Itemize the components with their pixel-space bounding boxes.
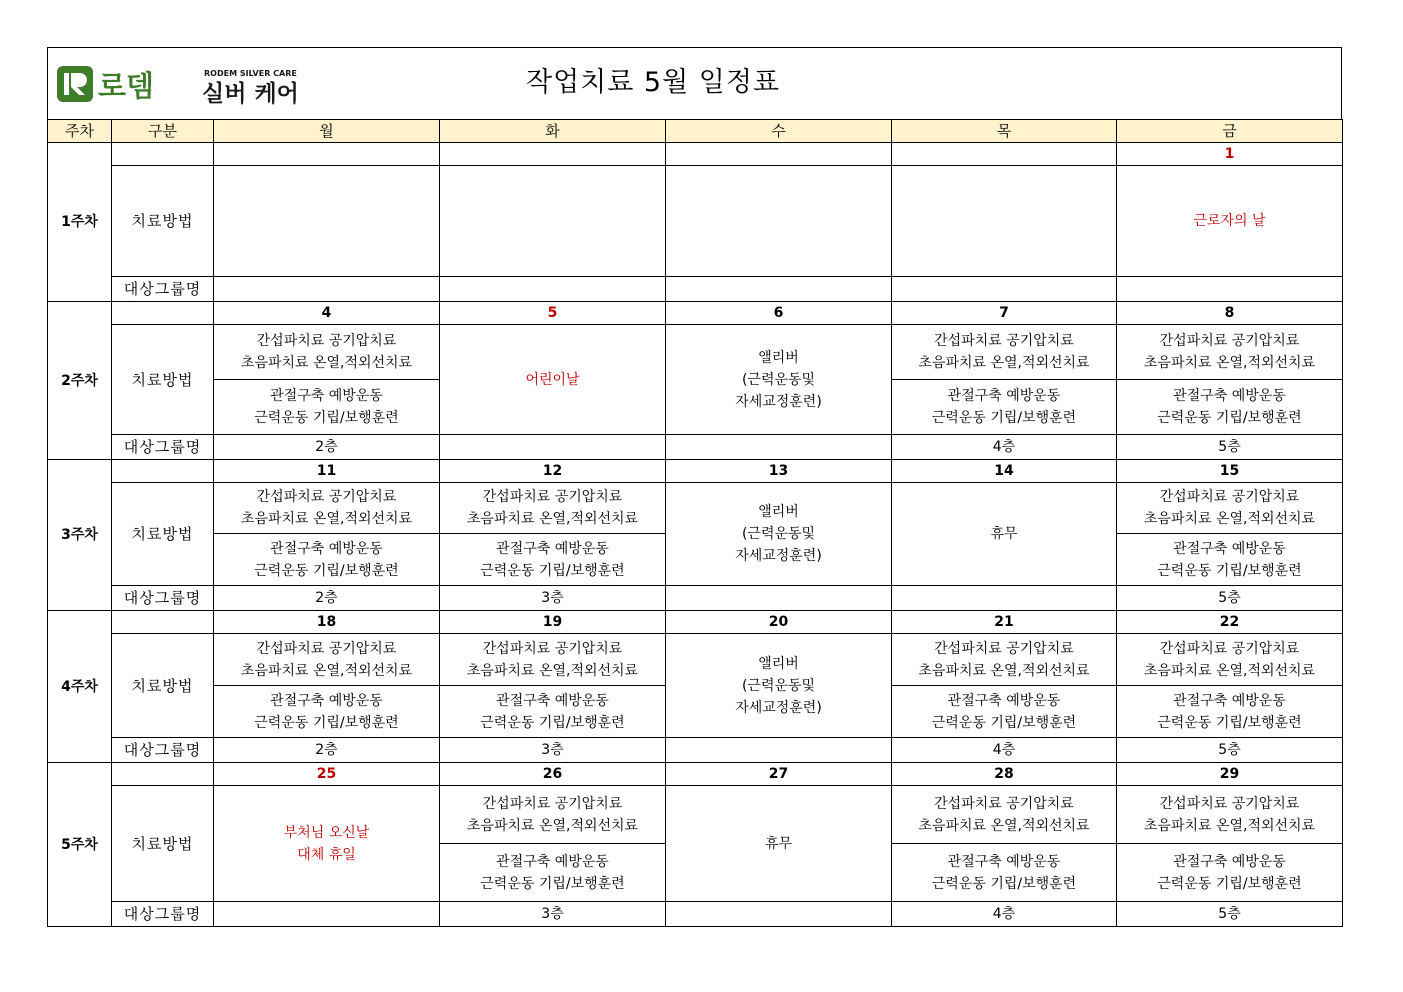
date-cell: 19 <box>440 611 666 634</box>
date-cell: 25 <box>214 763 440 786</box>
date-cell: 12 <box>440 460 666 483</box>
treatment-label: 치료방법 <box>112 166 214 277</box>
group-cell: 5층 <box>1117 738 1343 763</box>
week5-therapy-a-row <box>48 786 1343 844</box>
week5-date-row <box>48 763 1343 786</box>
col-category: 구분 <box>112 120 214 143</box>
therapy-a-cell: 간섭파치료 공기압치료 초음파치료 온열,적외선치료 <box>892 325 1117 380</box>
group-cell: 2층 <box>214 738 440 763</box>
date-cell: 13 <box>666 460 892 483</box>
week2-date-row <box>48 302 1343 325</box>
date-blank <box>112 611 214 634</box>
group-label: 대상그룹명 <box>112 738 214 763</box>
rest-cell: 휴무 <box>666 786 892 902</box>
therapy-a-cell: 간섭파치료 공기압치료 초음파치료 온열,적외선치료 <box>892 786 1117 844</box>
therapy-a-cell: 간섭파치료 공기압치료 초음파치료 온열,적외선치료 <box>1117 786 1343 844</box>
holiday-cell: 어린이날 <box>440 325 666 435</box>
week3-date-row <box>48 460 1343 483</box>
group-cell: 3층 <box>440 902 666 927</box>
week3-therapy-a-row <box>48 483 1343 534</box>
group-cell: 3층 <box>440 586 666 611</box>
group-cell: 5층 <box>1117 435 1343 460</box>
date-cell: 1 <box>1117 143 1343 166</box>
therapy-a-cell: 간섭파치료 공기압치료 초음파치료 온열,적외선치료 <box>214 483 440 534</box>
group-cell <box>892 586 1117 611</box>
week3-label: 3주차 <box>48 460 112 611</box>
treatment-label: 치료방법 <box>112 634 214 738</box>
week2-therapy-a-row <box>48 325 1343 380</box>
date-cell: 11 <box>214 460 440 483</box>
treatment-cell <box>214 166 440 277</box>
therapy-b-cell: 관절구축 예방운동 근력운동 기립/보행훈련 <box>1117 534 1343 586</box>
week1-date-row <box>48 143 1343 166</box>
week1-label: 1주차 <box>48 143 112 302</box>
treatment-cell <box>666 166 892 277</box>
ellie-cell: 앨리버 (근력운동및 자세교정훈련) <box>666 483 892 586</box>
group-cell: 2층 <box>214 435 440 460</box>
therapy-b-cell: 관절구축 예방운동 근력운동 기립/보행훈련 <box>214 380 440 435</box>
date-cell: 7 <box>892 302 1117 325</box>
rest-cell: 휴무 <box>892 483 1117 586</box>
group-label: 대상그룹명 <box>112 586 214 611</box>
group-cell <box>666 738 892 763</box>
therapy-a-cell: 간섭파치료 공기압치료 초음파치료 온열,적외선치료 <box>892 634 1117 686</box>
treatment-label: 치료방법 <box>112 483 214 586</box>
therapy-b-cell: 관절구축 예방운동 근력운동 기립/보행훈련 <box>892 844 1117 902</box>
group-cell: 4층 <box>892 902 1117 927</box>
header-row <box>48 120 1343 143</box>
date-blank <box>112 302 214 325</box>
date-cell: 27 <box>666 763 892 786</box>
group-cell: 2층 <box>214 586 440 611</box>
col-wed: 수 <box>666 120 892 143</box>
group-cell <box>666 586 892 611</box>
col-week: 주차 <box>48 120 112 143</box>
therapy-b-cell: 관절구축 예방운동 근력운동 기립/보행훈련 <box>440 534 666 586</box>
week5-label: 5주차 <box>48 763 112 927</box>
week1-group-row <box>48 277 1343 302</box>
group-cell: 5층 <box>1117 586 1343 611</box>
date-cell: 29 <box>1117 763 1343 786</box>
group-cell: 5층 <box>1117 902 1343 927</box>
week2-group-row <box>48 435 1343 460</box>
logo-sub-kr: 실버 케어 <box>202 81 299 105</box>
col-fri: 금 <box>1117 120 1343 143</box>
date-cell <box>666 143 892 166</box>
therapy-a-cell: 간섭파치료 공기압치료 초음파치료 온열,적외선치료 <box>214 325 440 380</box>
schedule-table <box>47 119 1343 927</box>
sheet-header <box>47 47 1342 119</box>
therapy-a-cell: 간섭파치료 공기압치료 초음파치료 온열,적외선치료 <box>440 483 666 534</box>
therapy-b-cell: 관절구축 예방운동 근력운동 기립/보행훈련 <box>440 686 666 738</box>
date-cell: 18 <box>214 611 440 634</box>
group-cell <box>440 277 666 302</box>
date-cell: 21 <box>892 611 1117 634</box>
therapy-a-cell: 간섭파치료 공기압치료 초음파치료 온열,적외선치료 <box>1117 483 1343 534</box>
therapy-b-cell: 관절구축 예방운동 근력운동 기립/보행훈련 <box>1117 380 1343 435</box>
treatment-cell <box>440 166 666 277</box>
group-cell: 3층 <box>440 738 666 763</box>
therapy-a-cell: 간섭파치료 공기압치료 초음파치료 온열,적외선치료 <box>1117 325 1343 380</box>
holiday-cell: 근로자의 날 <box>1117 166 1343 277</box>
ellie-cell: 앨리버 (근력운동및 자세교정훈련) <box>666 634 892 738</box>
group-cell <box>214 902 440 927</box>
group-cell <box>440 435 666 460</box>
week4-group-row <box>48 738 1343 763</box>
therapy-b-cell: 관절구축 예방운동 근력운동 기립/보행훈련 <box>892 380 1117 435</box>
week4-date-row <box>48 611 1343 634</box>
week3-group-row <box>48 586 1343 611</box>
treatment-label: 치료방법 <box>112 325 214 435</box>
week5-group-row <box>48 902 1343 927</box>
logo-brand-kr: 로뎀 <box>98 69 155 103</box>
week1-treatment-row <box>48 166 1343 277</box>
week2-label: 2주차 <box>48 302 112 460</box>
date-cell <box>892 143 1117 166</box>
group-cell <box>214 277 440 302</box>
group-cell <box>666 435 892 460</box>
date-blank <box>112 143 214 166</box>
col-thu: 목 <box>892 120 1117 143</box>
group-label: 대상그룹명 <box>112 277 214 302</box>
logo-brand-en: RODEM SILVER CARE <box>204 69 297 78</box>
week4-label: 4주차 <box>48 611 112 763</box>
col-tue: 화 <box>440 120 666 143</box>
therapy-a-cell: 간섭파치료 공기압치료 초음파치료 온열,적외선치료 <box>214 634 440 686</box>
date-cell: 22 <box>1117 611 1343 634</box>
group-cell: 4층 <box>892 738 1117 763</box>
therapy-a-cell: 간섭파치료 공기압치료 초음파치료 온열,적외선치료 <box>1117 634 1343 686</box>
group-cell: 4층 <box>892 435 1117 460</box>
date-cell: 6 <box>666 302 892 325</box>
group-cell <box>1117 277 1343 302</box>
date-blank <box>112 763 214 786</box>
date-cell: 8 <box>1117 302 1343 325</box>
group-label: 대상그룹명 <box>112 902 214 927</box>
group-cell <box>666 277 892 302</box>
therapy-b-cell: 관절구축 예방운동 근력운동 기립/보행훈련 <box>214 534 440 586</box>
therapy-a-cell: 간섭파치료 공기압치료 초음파치료 온열,적외선치료 <box>440 634 666 686</box>
therapy-a-cell: 간섭파치료 공기압치료 초음파치료 온열,적외선치료 <box>440 786 666 844</box>
rodem-logo <box>56 63 326 105</box>
date-cell <box>214 143 440 166</box>
date-cell: 26 <box>440 763 666 786</box>
therapy-b-cell: 관절구축 예방운동 근력운동 기립/보행훈련 <box>1117 844 1343 902</box>
date-cell: 20 <box>666 611 892 634</box>
week4-therapy-a-row <box>48 634 1343 686</box>
therapy-b-cell: 관절구축 예방운동 근력운동 기립/보행훈련 <box>214 686 440 738</box>
date-cell: 28 <box>892 763 1117 786</box>
date-cell: 14 <box>892 460 1117 483</box>
date-cell: 15 <box>1117 460 1343 483</box>
date-cell: 5 <box>440 302 666 325</box>
group-cell <box>892 277 1117 302</box>
date-blank <box>112 460 214 483</box>
treatment-label: 치료방법 <box>112 786 214 902</box>
group-cell <box>666 902 892 927</box>
holiday-cell: 부처님 오신날 대체 휴일 <box>214 786 440 902</box>
date-cell: 4 <box>214 302 440 325</box>
ellie-cell: 앨리버 (근력운동및 자세교정훈련) <box>666 325 892 435</box>
date-cell <box>440 143 666 166</box>
therapy-b-cell: 관절구축 예방운동 근력운동 기립/보행훈련 <box>1117 686 1343 738</box>
therapy-b-cell: 관절구축 예방운동 근력운동 기립/보행훈련 <box>892 686 1117 738</box>
schedule-sheet <box>47 47 1342 938</box>
therapy-b-cell: 관절구축 예방운동 근력운동 기립/보행훈련 <box>440 844 666 902</box>
col-mon: 월 <box>214 120 440 143</box>
treatment-cell <box>892 166 1117 277</box>
group-label: 대상그룹명 <box>112 435 214 460</box>
page-title: 작업치료 5월 일정표 <box>526 67 780 98</box>
